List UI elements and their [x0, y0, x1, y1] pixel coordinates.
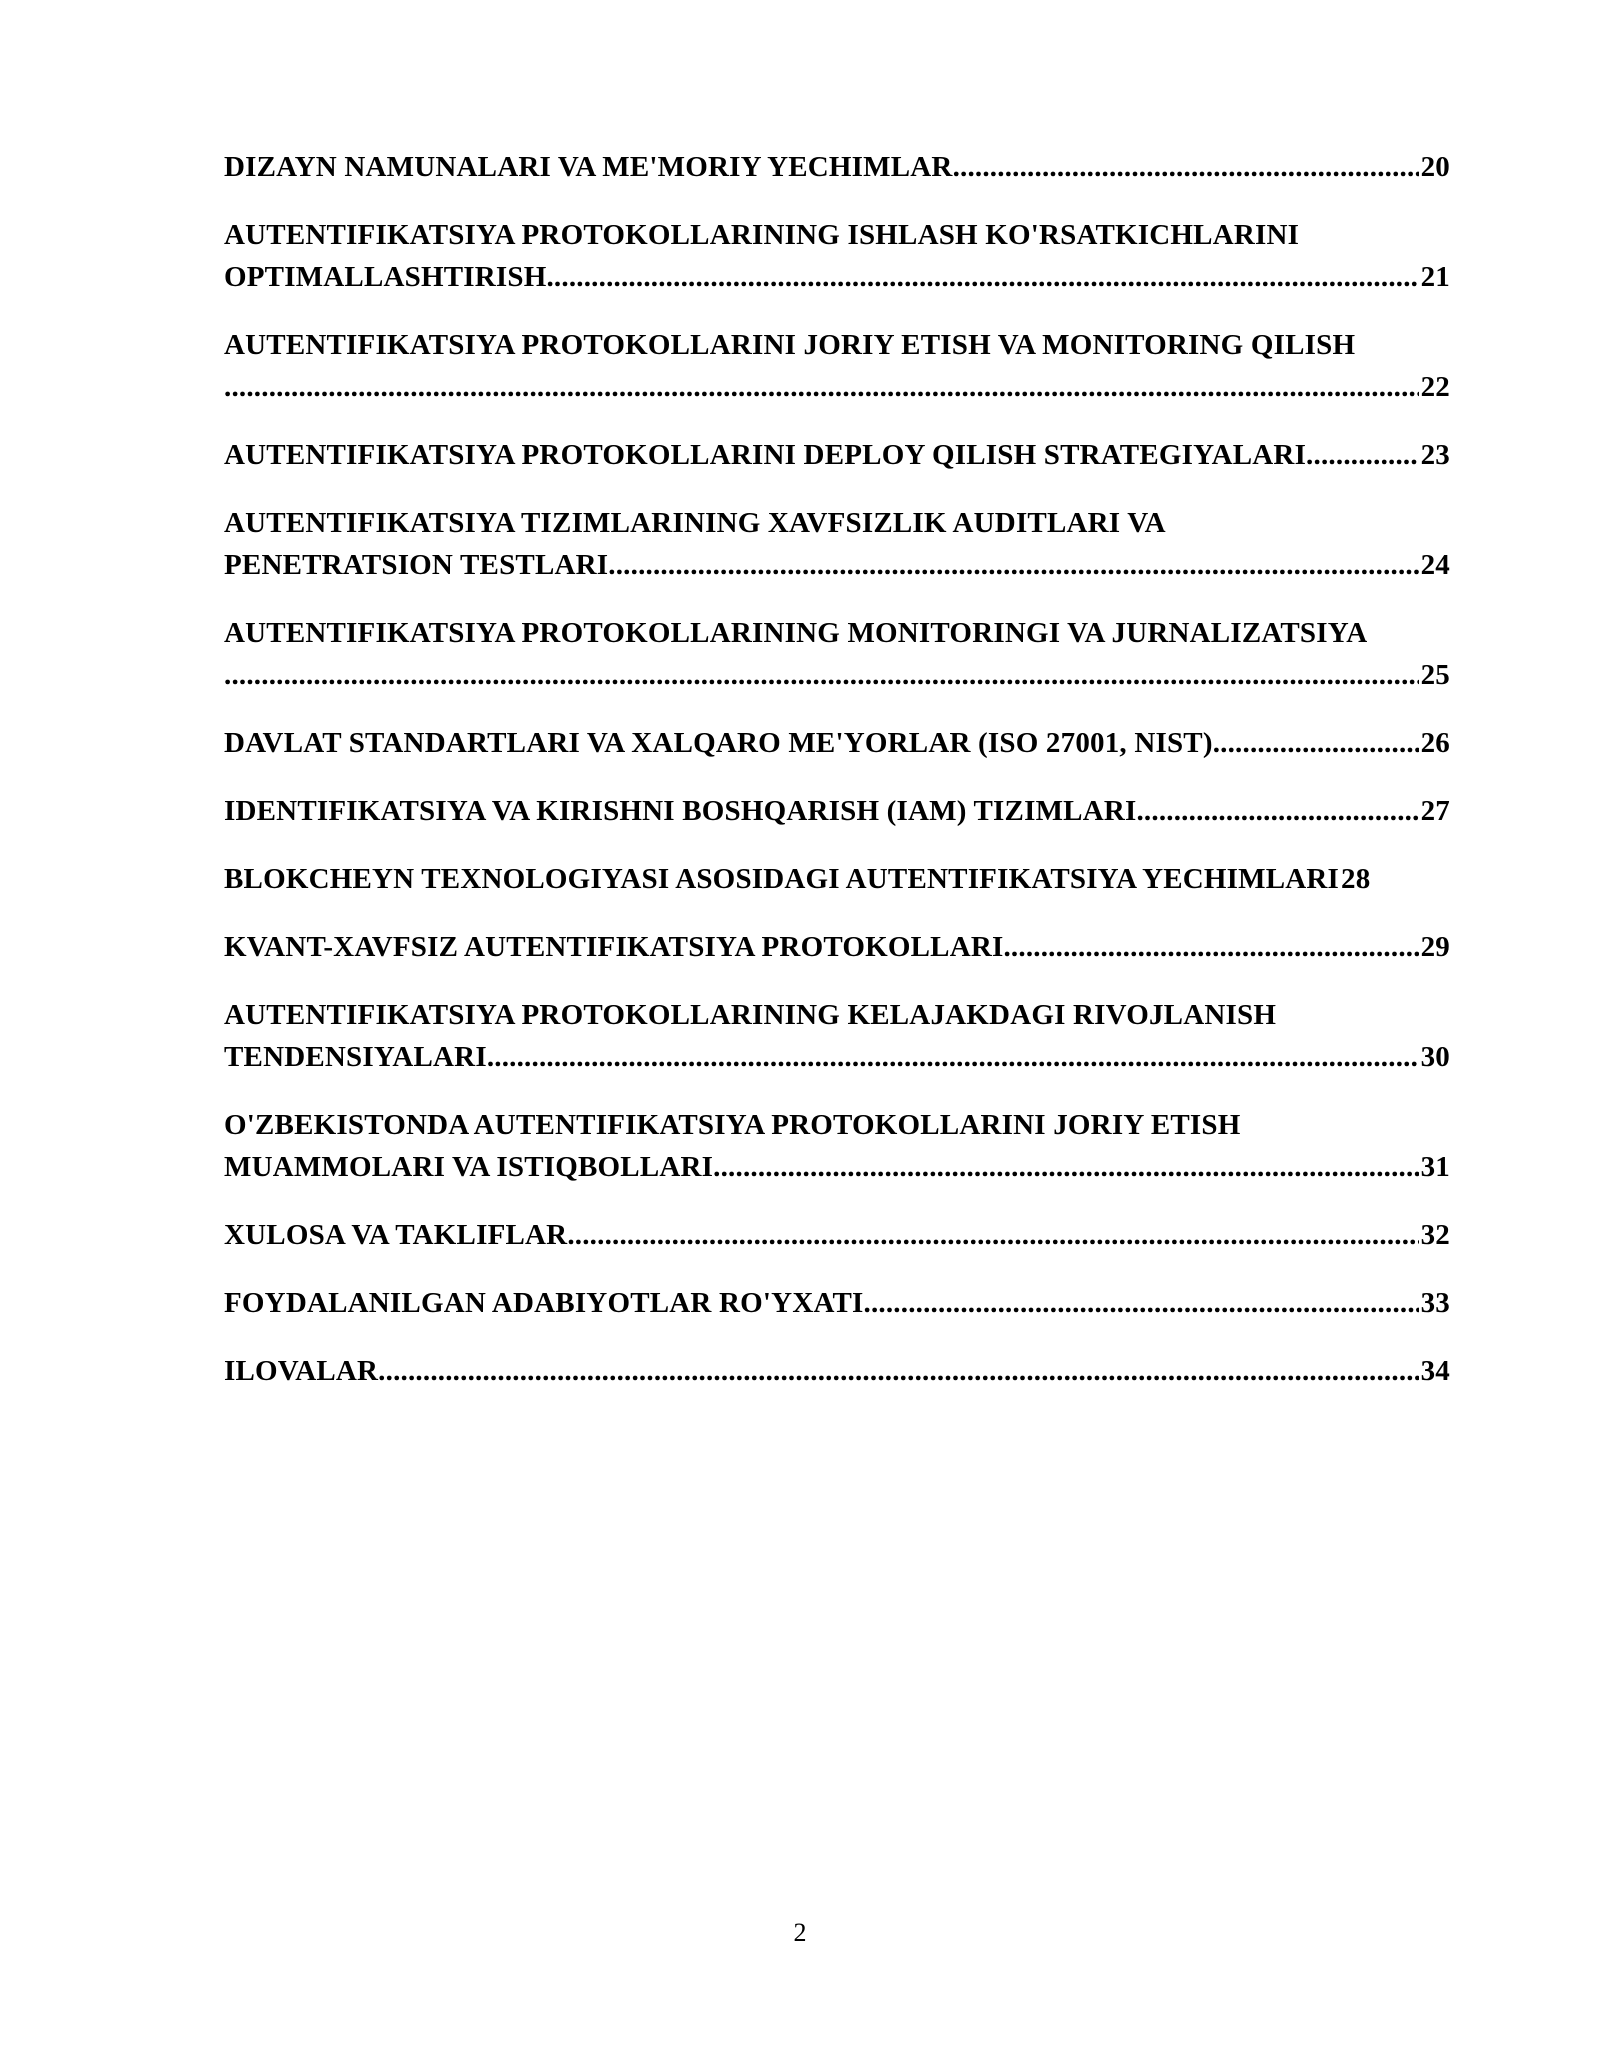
toc-entry-title: FOYDALANILGAN ADABIYOTLAR RO'YXATI — [224, 1287, 864, 1319]
toc-entry[interactable] — [224, 1350, 1450, 1392]
toc-dot-leader — [1003, 926, 1418, 968]
toc-entry-leader-row — [224, 722, 1450, 764]
toc-dot-leader — [378, 1350, 1418, 1392]
toc-entry[interactable] — [224, 858, 1450, 900]
toc-dot-leader — [713, 1146, 1418, 1188]
toc-entry-title: IDENTIFIKATSIYA VA KIRISHNI BOSHQARISH (IAM) TIZIMLARI — [224, 795, 1137, 827]
toc-dot-leader — [864, 1282, 1419, 1324]
toc-entry-title-line: AUTENTIFIKATSIYA PROTOKOLLARINING KELAJAKDAGI RIVOJLANISH — [224, 999, 1277, 1031]
toc-entry-leader-row — [224, 1146, 1450, 1188]
toc-page-number: 25 — [1420, 659, 1450, 691]
toc-page-number: 31 — [1420, 1151, 1450, 1183]
toc-entry[interactable] — [224, 790, 1450, 832]
toc-entry-title: KVANT-XAVFSIZ AUTENTIFIKATSIYA PROTOKOLLARI — [224, 931, 1004, 963]
toc-entry[interactable] — [224, 1104, 1450, 1188]
toc-entry-leader-row — [224, 858, 1450, 900]
toc-page-number: 26 — [1420, 727, 1450, 759]
toc-page-number: 33 — [1420, 1287, 1450, 1319]
toc-dot-leader — [953, 146, 1419, 188]
toc-entry-title: BLOKCHEYN TEXNOLOGIYASI ASOSIDAGI AUTENTIFIKATSIYA YECHIMLARI — [224, 863, 1340, 895]
toc-dot-leader — [1213, 722, 1419, 764]
toc-dot-leader — [608, 544, 1418, 586]
toc-entry[interactable] — [224, 722, 1450, 764]
toc-page-number: 22 — [1420, 371, 1450, 403]
toc-entry-title: MUAMMOLARI VA ISTIQBOLLARI — [224, 1151, 714, 1183]
toc-page-number: 29 — [1420, 931, 1450, 963]
toc-dot-leader — [1314, 434, 1419, 476]
toc-dot-leader — [224, 654, 1419, 696]
toc-page-number: 32 — [1420, 1219, 1450, 1251]
page-number: 2 — [793, 1918, 807, 1947]
toc-dot-leader — [1136, 790, 1418, 832]
toc-entry-title-line: AUTENTIFIKATSIYA PROTOKOLLARINING MONITORINGI VA JURNALIZATSIYA — [224, 617, 1368, 649]
toc-entry[interactable] — [224, 994, 1450, 1078]
toc-entry-title-line: AUTENTIFIKATSIYA PROTOKOLLARINING ISHLASH KO'RSATKICHLARINI — [224, 219, 1300, 251]
toc-entry-leader-row — [224, 1036, 1450, 1078]
toc-entry-leader-row — [224, 1214, 1450, 1256]
toc-entry-title: PENETRATSION TESTLARI — [224, 549, 609, 581]
toc-page-number: 20 — [1420, 151, 1450, 183]
toc-entry-title-line: O'ZBEKISTONDA AUTENTIFIKATSIYA PROTOKOLLARINI JORIY ETISH — [224, 1109, 1241, 1141]
toc-entry-title: AUTENTIFIKATSIYA PROTOKOLLARINI DEPLOY QILISH STRATEGIYALARI. — [224, 439, 1314, 471]
toc-dot-leader — [567, 1214, 1418, 1256]
toc-entry[interactable] — [224, 926, 1450, 968]
toc-dot-leader — [224, 366, 1419, 408]
toc-entry-title: ILOVALAR — [224, 1355, 379, 1387]
toc-entry-leader-row — [224, 544, 1450, 586]
toc-entry[interactable] — [224, 612, 1450, 696]
toc-entry[interactable] — [224, 434, 1450, 476]
toc-entry-title: DIZAYN NAMUNALARI VA ME'MORIY YECHIMLAR — [224, 151, 953, 183]
toc-entry-title-line: AUTENTIFIKATSIYA PROTOKOLLARINI JORIY ETISH VA MONITORING QILISH — [224, 329, 1356, 361]
toc-entry-leader-row — [224, 1350, 1450, 1392]
toc-entry-leader-row — [224, 434, 1450, 476]
toc-entry-leader-row — [224, 926, 1450, 968]
toc-dot-leader — [487, 1036, 1419, 1078]
toc-entry[interactable] — [224, 1214, 1450, 1256]
toc-page-number: 28 — [1341, 863, 1371, 895]
toc-page-number: 21 — [1420, 261, 1450, 293]
toc-dot-leader — [546, 256, 1418, 298]
toc-page-number: 23 — [1420, 439, 1450, 471]
table-of-contents — [224, 146, 1450, 1418]
toc-entry[interactable] — [224, 1282, 1450, 1324]
toc-entry-leader-row — [224, 1282, 1450, 1324]
toc-entry-title-line: AUTENTIFIKATSIYA TIZIMLARINING XAVFSIZLIK AUDITLARI VA — [224, 507, 1166, 539]
toc-entry-leader-row — [224, 256, 1450, 298]
toc-page-number: 27 — [1420, 795, 1450, 827]
toc-entry-title: OPTIMALLASHTIRISH — [224, 261, 547, 293]
toc-page-number: 30 — [1420, 1041, 1450, 1073]
toc-entry-leader-row — [224, 366, 1450, 408]
toc-entry-title: XULOSA VA TAKLIFLAR — [224, 1219, 568, 1251]
toc-entry[interactable] — [224, 214, 1450, 298]
toc-entry[interactable] — [224, 502, 1450, 586]
toc-entry-title: TENDENSIYALARI — [224, 1041, 487, 1073]
toc-entry[interactable] — [224, 324, 1450, 408]
toc-page-number: 34 — [1420, 1355, 1450, 1387]
toc-entry[interactable] — [224, 146, 1450, 188]
toc-page-number: 24 — [1420, 549, 1450, 581]
toc-entry-leader-row — [224, 790, 1450, 832]
toc-entry-title: DAVLAT STANDARTLARI VA XALQARO ME'YORLAR (ISO 27001, NIST) — [224, 727, 1213, 759]
toc-entry-leader-row — [224, 654, 1450, 696]
toc-entry-leader-row — [224, 146, 1450, 188]
